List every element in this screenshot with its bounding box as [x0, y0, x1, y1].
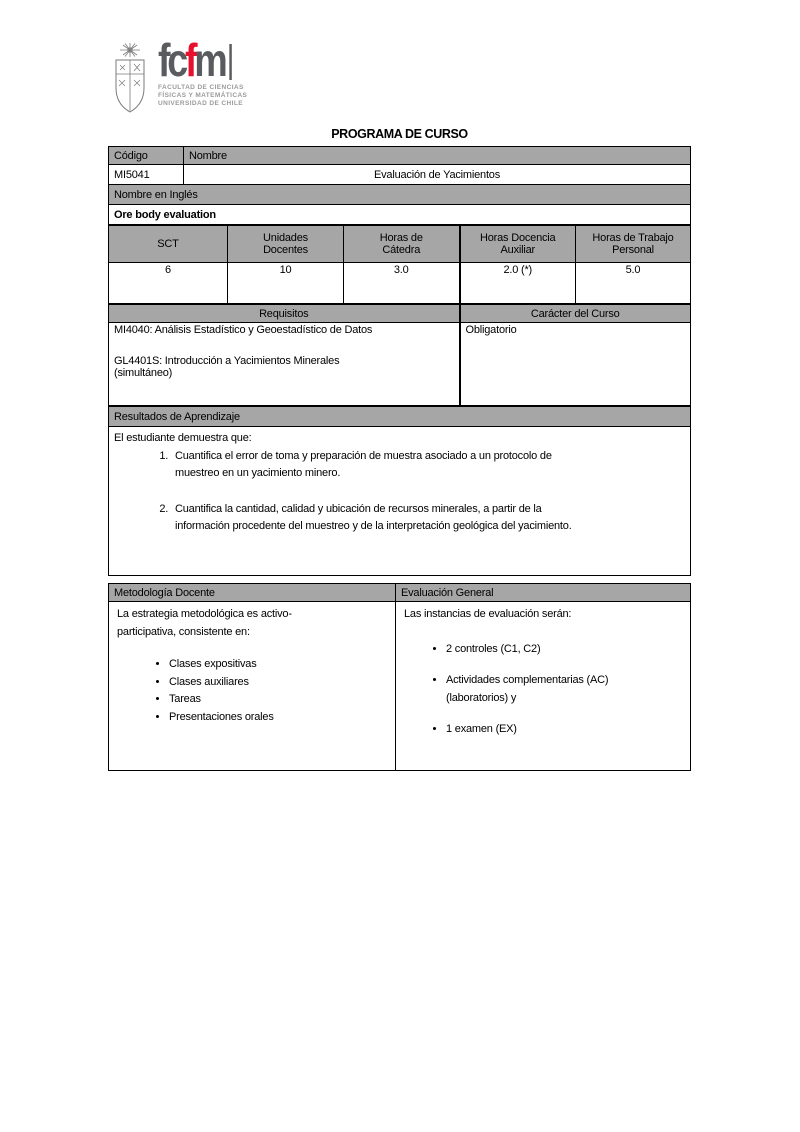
fcfm-logo	[110, 34, 248, 116]
credits-header-sct: SCT	[109, 226, 228, 263]
caracter-value-cell: Obligatorio	[460, 323, 691, 406]
aprendizaje-item: 2. Cuantifica la cantidad, calidad y ubicación de recursos minerales, a partir de la información procedente del muestreo y de la interpretación geológica del yacimiento.	[171, 501, 672, 536]
metodologia-header-cell: Metodología Docente	[109, 584, 396, 602]
credits-header-auxiliar: Horas Docencia Auxiliar	[460, 226, 576, 263]
metodologia-list	[117, 656, 387, 726]
evaluacion-header-cell: Evaluación General	[396, 584, 691, 602]
university-shield-icon	[110, 42, 150, 116]
metodologia-item: • Presentaciones orales	[169, 709, 387, 727]
nombre-header-cell: Nombre	[184, 147, 691, 165]
faculty-name	[158, 84, 248, 108]
credits-value-personal: 5.0	[576, 263, 691, 304]
metodologia-evaluacion-table	[108, 583, 691, 771]
nombre-value-cell: Evaluación de Yacimientos	[184, 165, 691, 185]
course-program-table	[108, 146, 691, 576]
credits-value-sct: 6	[109, 263, 228, 304]
page-title: PROGRAMA DE CURSO	[331, 127, 468, 141]
evaluacion-list	[404, 641, 682, 739]
brand-letter-m: m	[194, 34, 225, 86]
credits-table	[108, 225, 691, 304]
evaluacion-item: • Actividades complementarias (AC) (laboratorios) y	[446, 672, 682, 707]
credits-header-catedra: Horas de Cátedra	[344, 226, 460, 263]
nombre-ingles-value-cell: Ore body evaluation	[109, 205, 691, 225]
requisitos-content-cell	[109, 323, 460, 406]
aprendizaje-item: 1. Cuantifica el error de toma y preparación de muestra asociado a un protocolo de muestreo en un yacimiento minero.	[171, 448, 672, 483]
metodologia-content-cell	[109, 602, 396, 771]
faculty-line: FACULTAD DE CIENCIAS	[158, 83, 244, 91]
faculty-line: FÍSICAS Y MATEMÁTICAS	[158, 91, 248, 99]
aprendizaje-intro: El estudiante demuestra que:	[114, 432, 252, 444]
codigo-header-cell: Código	[109, 147, 184, 165]
nombre-ingles-header-cell: Nombre en Inglés	[109, 185, 691, 205]
codigo-value-cell: MI5041	[109, 165, 184, 185]
metodologia-item: • Tareas	[169, 691, 387, 709]
brand-cursor-bar	[229, 44, 231, 80]
credits-header-personal: Horas de Trabajo Personal	[576, 226, 691, 263]
aprendizaje-content-cell	[109, 427, 691, 576]
aprendizaje-header-cell: Resultados de Aprendizaje	[109, 407, 691, 427]
requisitos-header-cell: Requisitos	[109, 305, 460, 323]
caracter-header-cell: Carácter del Curso	[460, 305, 691, 323]
credits-value-auxiliar: 2.0 (*)	[460, 263, 576, 304]
faculty-line: UNIVERSIDAD DE CHILE	[158, 99, 243, 107]
aprendizaje-table	[108, 406, 691, 576]
aprendizaje-list	[114, 448, 672, 536]
metodologia-item: • Clases expositivas	[169, 656, 387, 674]
metodologia-item: • Clases auxiliares	[169, 674, 387, 692]
credits-value-unidades: 10	[228, 263, 344, 304]
course-id-table	[108, 146, 691, 225]
evaluacion-item: • 1 examen (EX)	[446, 721, 682, 739]
credits-header-unidades: Unidades Docentes	[228, 226, 344, 263]
evaluacion-intro: Las instancias de evaluación serán:	[404, 608, 572, 620]
requisito-1: MI4040: Análisis Estadístico y Geoestadístico de Datos	[114, 324, 373, 336]
evaluacion-item: • 2 controles (C1, C2)	[446, 641, 682, 659]
brand-letter-f-red: f	[184, 34, 195, 86]
brand-letters-fc: fc	[158, 34, 185, 86]
requisito-2: GL4401S: Introducción a Yacimientos Minerales (simultáneo)	[114, 355, 340, 379]
evaluacion-content-cell	[396, 602, 691, 771]
metodologia-intro: La estrategia metodológica es activo- participativa, consistente en:	[117, 608, 292, 638]
credits-value-catedra: 3.0	[344, 263, 460, 304]
fcfm-wordmark	[158, 34, 248, 108]
requisitos-table	[108, 304, 691, 406]
